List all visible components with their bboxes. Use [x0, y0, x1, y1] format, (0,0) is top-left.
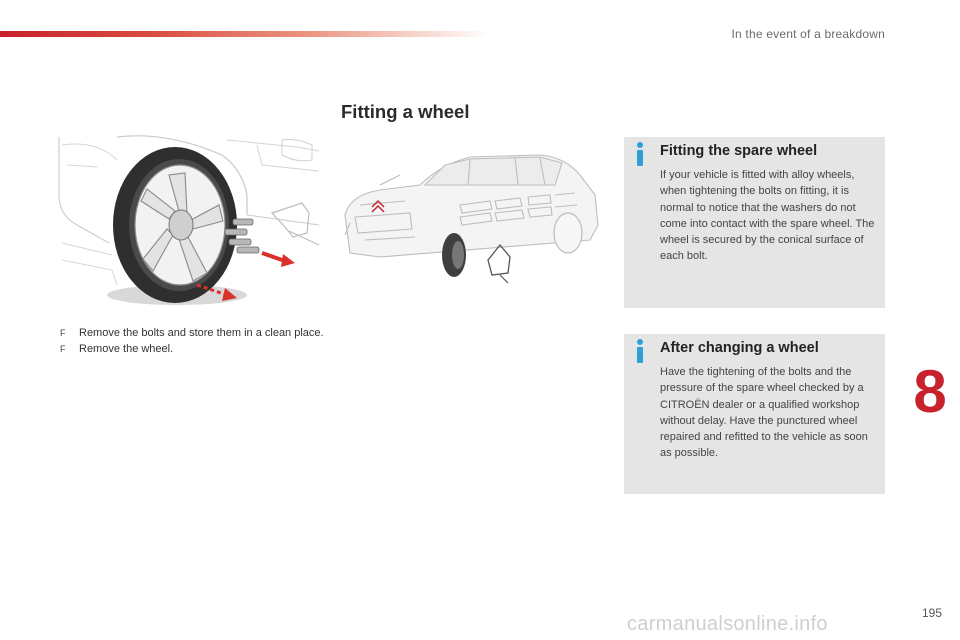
- info-icon: [633, 338, 647, 364]
- header-accent-bar: [0, 31, 490, 37]
- info-box-title: Fitting the spare wheel: [660, 143, 818, 159]
- info-box-body: If your vehicle is fitted with alloy wheels, when tightening the bolts on fitting, it is normal to notice that the washers do not come into contact with the spare wheel. The wheel is secured by the conical surface of each bolt.: [660, 169, 875, 263]
- instruction-list: [60, 326, 330, 357]
- info-box-body: Have the tightening of the bolts and the pressure of the spare wheel checked by a CITROËN dealer or a qualified workshop without delay. Have the punctured wheel repaired and refitted to the vehicle as soon as possible.: [660, 366, 868, 460]
- page-title: Fitting a wheel: [341, 101, 470, 122]
- list-item: [60, 342, 330, 358]
- car-illustration: [340, 145, 600, 285]
- section-header: In the event of a breakdown: [731, 27, 885, 41]
- chapter-number: 8: [913, 358, 947, 425]
- info-box-after-change: [624, 334, 885, 494]
- step-bullet: F: [60, 328, 66, 338]
- info-icon: [633, 141, 647, 167]
- list-item: [60, 326, 330, 342]
- page-number: 195: [921, 606, 942, 620]
- step-text: Remove the bolts and store them in a clean place.: [79, 327, 324, 339]
- wheel-removal-illustration: [57, 135, 320, 313]
- step-text: Remove the wheel.: [79, 342, 174, 355]
- info-box-spare-wheel: [624, 137, 885, 308]
- info-box-title: After changing a wheel: [660, 340, 819, 356]
- step-bullet: F: [60, 343, 66, 354]
- watermark: carmanualsonline.info: [627, 613, 828, 635]
